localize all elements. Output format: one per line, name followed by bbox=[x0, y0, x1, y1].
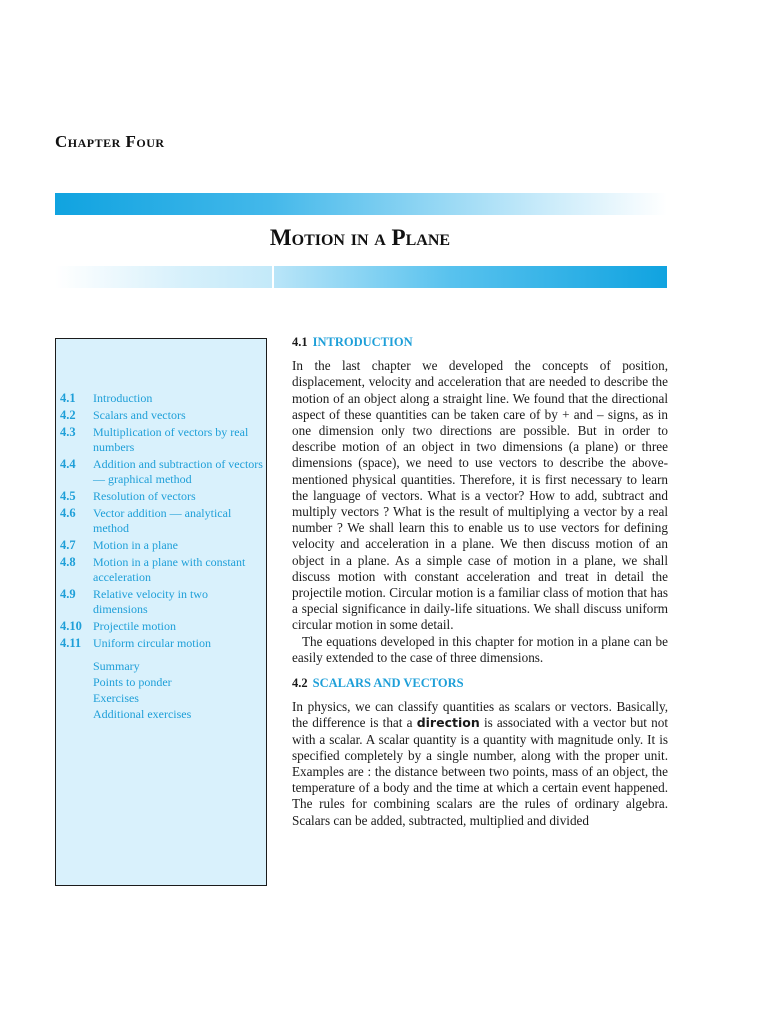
toc-label: Multiplication of vectors by real numbers bbox=[93, 425, 249, 454]
toc-label: Uniform circular motion bbox=[93, 636, 211, 650]
toc-extra-additional-exercises[interactable]: Additional exercises bbox=[93, 707, 192, 721]
header-band-top bbox=[55, 193, 667, 215]
toc-list bbox=[60, 391, 264, 723]
toc-number: 4.4 bbox=[60, 457, 76, 471]
toc-item[interactable] bbox=[60, 555, 264, 585]
toc-number: 4.5 bbox=[60, 489, 76, 503]
toc-item[interactable] bbox=[60, 457, 264, 487]
toc-item[interactable] bbox=[60, 408, 264, 423]
body-paragraph: The equations developed in this chapter for motion in a plane can be easily extended to the case of three dimensions. bbox=[292, 633, 668, 665]
toc-label: Introduction bbox=[93, 391, 153, 405]
toc-item[interactable] bbox=[60, 636, 264, 651]
main-text-column bbox=[292, 334, 668, 829]
chapter-contents-box bbox=[55, 338, 267, 886]
paragraph-text: In physics, we can classify quantities as scalars or vectors. Basically, the difference is that a bbox=[292, 699, 668, 731]
section-heading bbox=[292, 675, 668, 691]
toc-label: Resolution of vectors bbox=[93, 489, 196, 503]
body-paragraph: In the last chapter we developed the concepts of position, displacement, velocity and acceleration that are needed to describe the motion of an object along a straight line. We found that the directional aspect of these quantities can be taken care of by + and – signs, as in one dimension only two directions are possible. But in order to describe motion of an object in two dimensions (a plane) or three dimensions (space), we need to use vectors to describe the above-mentioned physical quantities. Therefore, it is first necessary to learn the language of vectors. What is a vector? How to add, subtract and multiply vectors ? What is the result of multiplying a vector by a real number ? We shall learn this to enable us to use vectors for defining velocity and acceleration in a plane. We then discuss motion of an object in a plane. As a simple case of motion in a plane, we shall discuss motion with constant acceleration and treat in detail the projectile motion. Circular motion is a familiar class of motion that has a special significance in daily-life situations. We shall discuss uniform circular motion in some detail. bbox=[292, 358, 668, 633]
toc-number: 4.2 bbox=[60, 408, 76, 422]
toc-label: Motion in a plane bbox=[93, 538, 178, 552]
toc-number: 4.1 bbox=[60, 391, 76, 405]
toc-item[interactable] bbox=[60, 489, 264, 504]
body-paragraph bbox=[292, 699, 668, 829]
toc-extra-points-to-ponder[interactable]: Points to ponder bbox=[93, 675, 172, 689]
header-band-bottom-right bbox=[274, 266, 667, 288]
toc-item[interactable] bbox=[60, 619, 264, 634]
toc-label: Relative velocity in two dimensions bbox=[93, 587, 208, 616]
toc-label: Vector addition — analytical method bbox=[93, 506, 232, 535]
toc-label: Addition and subtraction of vectors — graphical method bbox=[93, 457, 263, 486]
toc-number: 4.10 bbox=[60, 619, 82, 633]
toc-extra-exercises[interactable]: Exercises bbox=[93, 691, 139, 705]
toc-item[interactable] bbox=[60, 538, 264, 553]
toc-item[interactable] bbox=[60, 391, 264, 406]
section-number: 4.2 bbox=[292, 676, 308, 691]
toc-number: 4.8 bbox=[60, 555, 76, 569]
toc-number: 4.3 bbox=[60, 425, 76, 439]
toc-label: Motion in a plane with constant acceleration bbox=[93, 555, 246, 584]
toc-label: Projectile motion bbox=[93, 619, 176, 633]
section-number: 4.1 bbox=[292, 335, 308, 349]
toc-number: 4.11 bbox=[60, 636, 82, 650]
toc-number: 4.9 bbox=[60, 587, 76, 601]
chapter-title: Motion in a Plane bbox=[269, 225, 451, 250]
toc-item[interactable] bbox=[60, 425, 264, 455]
chapter-label: Chapter Four bbox=[55, 132, 165, 151]
bold-keyword: direction bbox=[416, 715, 480, 731]
toc-number: 4.7 bbox=[60, 538, 76, 552]
toc-item[interactable] bbox=[60, 587, 264, 617]
header-band-bottom-left bbox=[55, 266, 272, 288]
section-title: INTRODUCTION bbox=[312, 335, 413, 349]
section-title: SCALARS AND VECTORS bbox=[312, 676, 464, 691]
section-heading bbox=[292, 334, 668, 350]
paragraph-text: is associated with a vector but not with a scalar. A scalar quantity is a quantity with magnitude only. It is specified completely by a single number, along with the proper unit. Examples are : the distance between two points, mass of an object, the temperature of a body and the time at which a certain event happened. The rules for combining scalars are the rules of ordinary algebra. Scalars can be added, subtracted, multiplied and divided bbox=[292, 715, 669, 828]
toc-number: 4.6 bbox=[60, 506, 76, 520]
toc-label: Scalars and vectors bbox=[93, 408, 186, 422]
toc-item[interactable] bbox=[60, 506, 264, 536]
toc-extra-summary[interactable]: Summary bbox=[93, 659, 140, 673]
